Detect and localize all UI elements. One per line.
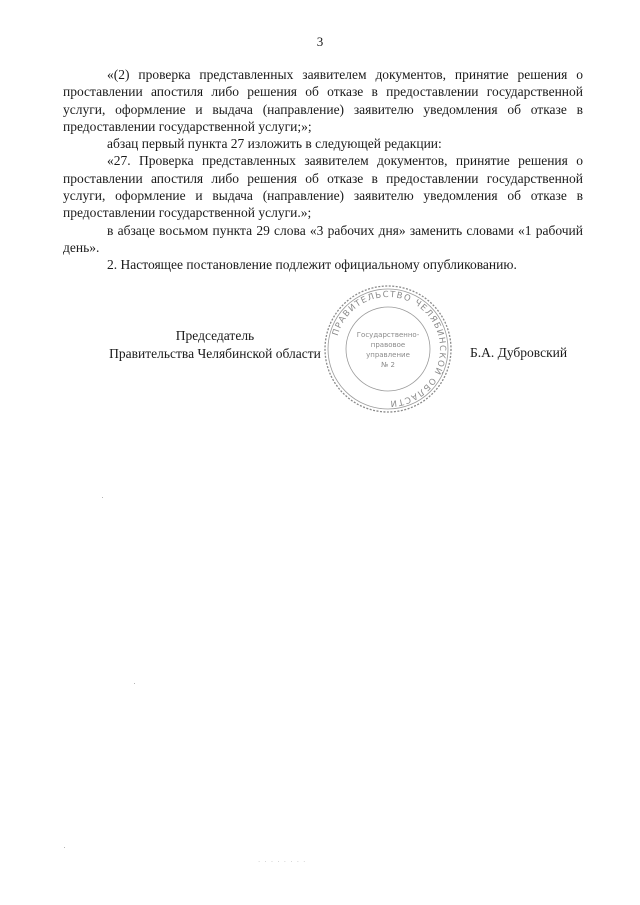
seal-outer-text: ПРАВИТЕЛЬСТВО ЧЕЛЯБИНСКОЙ ОБЛАСТИ xyxy=(330,289,448,409)
document-body xyxy=(63,66,583,274)
signatory-name: Б.А. Дубровский xyxy=(470,345,568,360)
paragraph-item-2-amendment: «(2) проверка представленных заявителем документов, принятие решения о проставлении апостиля либо решения об отказе в предоставлении государственной услуги, оформление и выдача (направление) заявителю уведомления об отказе в предоставлении государственной услуги;»; xyxy=(63,67,583,134)
paragraph-point-29-change: в абзаце восьмом пункта 29 слова «3 рабочих дня» заменить словами «1 рабочий день». xyxy=(63,222,583,255)
signatory-title-line2: Правительства Челябинской области xyxy=(109,346,321,361)
seal-inner-ring xyxy=(346,307,430,391)
signatory-title xyxy=(80,327,350,363)
seal-inner-text-line1: Государственно- xyxy=(356,331,420,339)
scan-speck xyxy=(64,847,65,848)
paragraph-publication: 2. Настоящее постановление подлежит официальному опубликованию. xyxy=(107,257,517,273)
seal-inner-text-line3: управление xyxy=(366,351,410,359)
paragraph-point-27-text: «27. Проверка представленных заявителем документов, принятие решения о проставлении апостиля либо решения об отказе в предоставлении государственной услуги, оформление и выдача (направление) заявителю уведомления об отказе в предоставлении государственной услуги.»; xyxy=(63,153,583,221)
seal-outer-border xyxy=(325,286,451,412)
seal-inner-text-line2: правовое xyxy=(370,341,406,349)
scan-speck xyxy=(102,497,103,498)
official-seal-stamp xyxy=(322,283,454,415)
signatory-title-line1: Председатель xyxy=(175,328,255,343)
scan-speck xyxy=(134,683,135,684)
seal-inner-text-line4: № 2 xyxy=(381,361,395,369)
page-number: 3 xyxy=(316,34,324,49)
paragraph-instruction-point-27: абзац первый пункта 27 изложить в следующей редакции: xyxy=(107,136,442,152)
scan-artifact-marks: · · · · · · · · xyxy=(258,858,307,866)
